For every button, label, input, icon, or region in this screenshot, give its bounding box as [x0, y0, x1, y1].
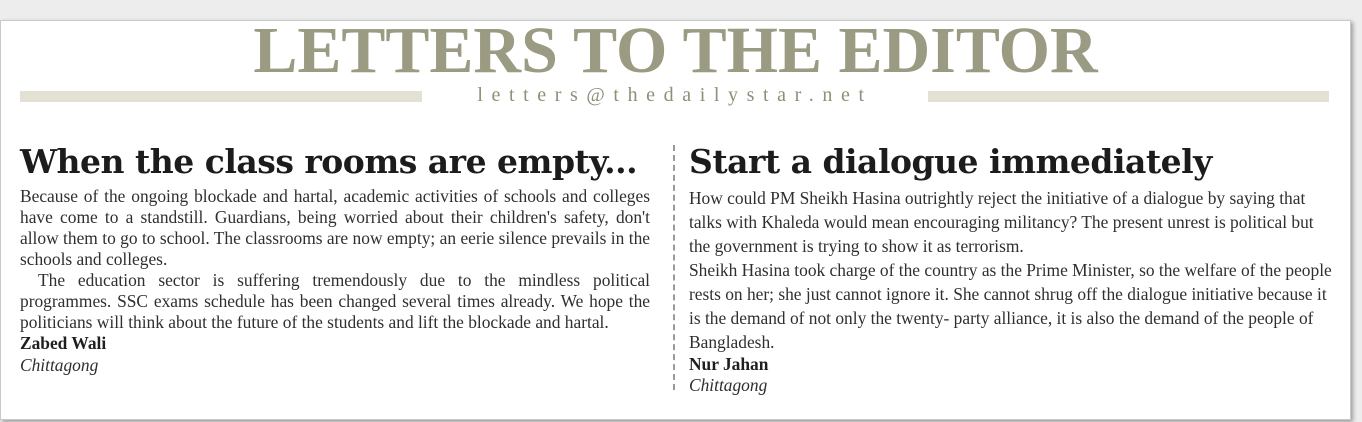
letter-1-author: Zabed Wali: [20, 333, 107, 353]
letter-2-paragraph-1: How could PM Sheikh Hasina outrightly reject the initiative of a dialogue by saying that talks with Khaleda would mean encouraging militancy? The present unrest is political but the government is trying to show it as terrorism.: [689, 188, 1314, 256]
column-divider: [673, 145, 675, 390]
letter-1-paragraph-2: The education sector is suffering tremendously due to the mindless political programmes. SSC exams schedule has been changed several times already. We hope the politicians will think about the future of the students and lift the blockade and hartal.: [20, 270, 650, 332]
letter-1-headline: When the class rooms are empty...: [20, 142, 638, 181]
title-rule-left: [20, 91, 422, 102]
letter-2-headline: Start a dialogue immediately: [689, 142, 1212, 181]
section-title: LETTERS TO THE EDITOR: [253, 14, 1098, 87]
letter-2-paragraph-2: Sheikh Hasina took charge of the country as the Prime Minister, so the welfare of the people rests on her; she just cannot ignore it. She cannot shrug off the dialogue initiative because it is the demand of not only the twenty- party alliance, it is also the demand of the people of Bangladesh.: [689, 260, 1332, 352]
title-rule-right: [928, 91, 1329, 102]
letter-1-location: Chittagong: [20, 355, 99, 375]
letter-1-paragraph-1: Because of the ongoing blockade and hartal, academic activities of schools and colleges have come to a standstill. Guardians, being worried about their children's safety, don't allow them to go to school. The classrooms are now empty; an eerie silence prevails in the schools and colleges.: [20, 186, 650, 269]
editor-email[interactable]: letters@thedailystar.net: [477, 84, 873, 106]
letter-1: [20, 142, 650, 376]
letter-2: [689, 142, 1334, 396]
letter-2-location: Chittagong: [689, 375, 768, 395]
letter-2-author: Nur Jahan: [689, 354, 769, 374]
